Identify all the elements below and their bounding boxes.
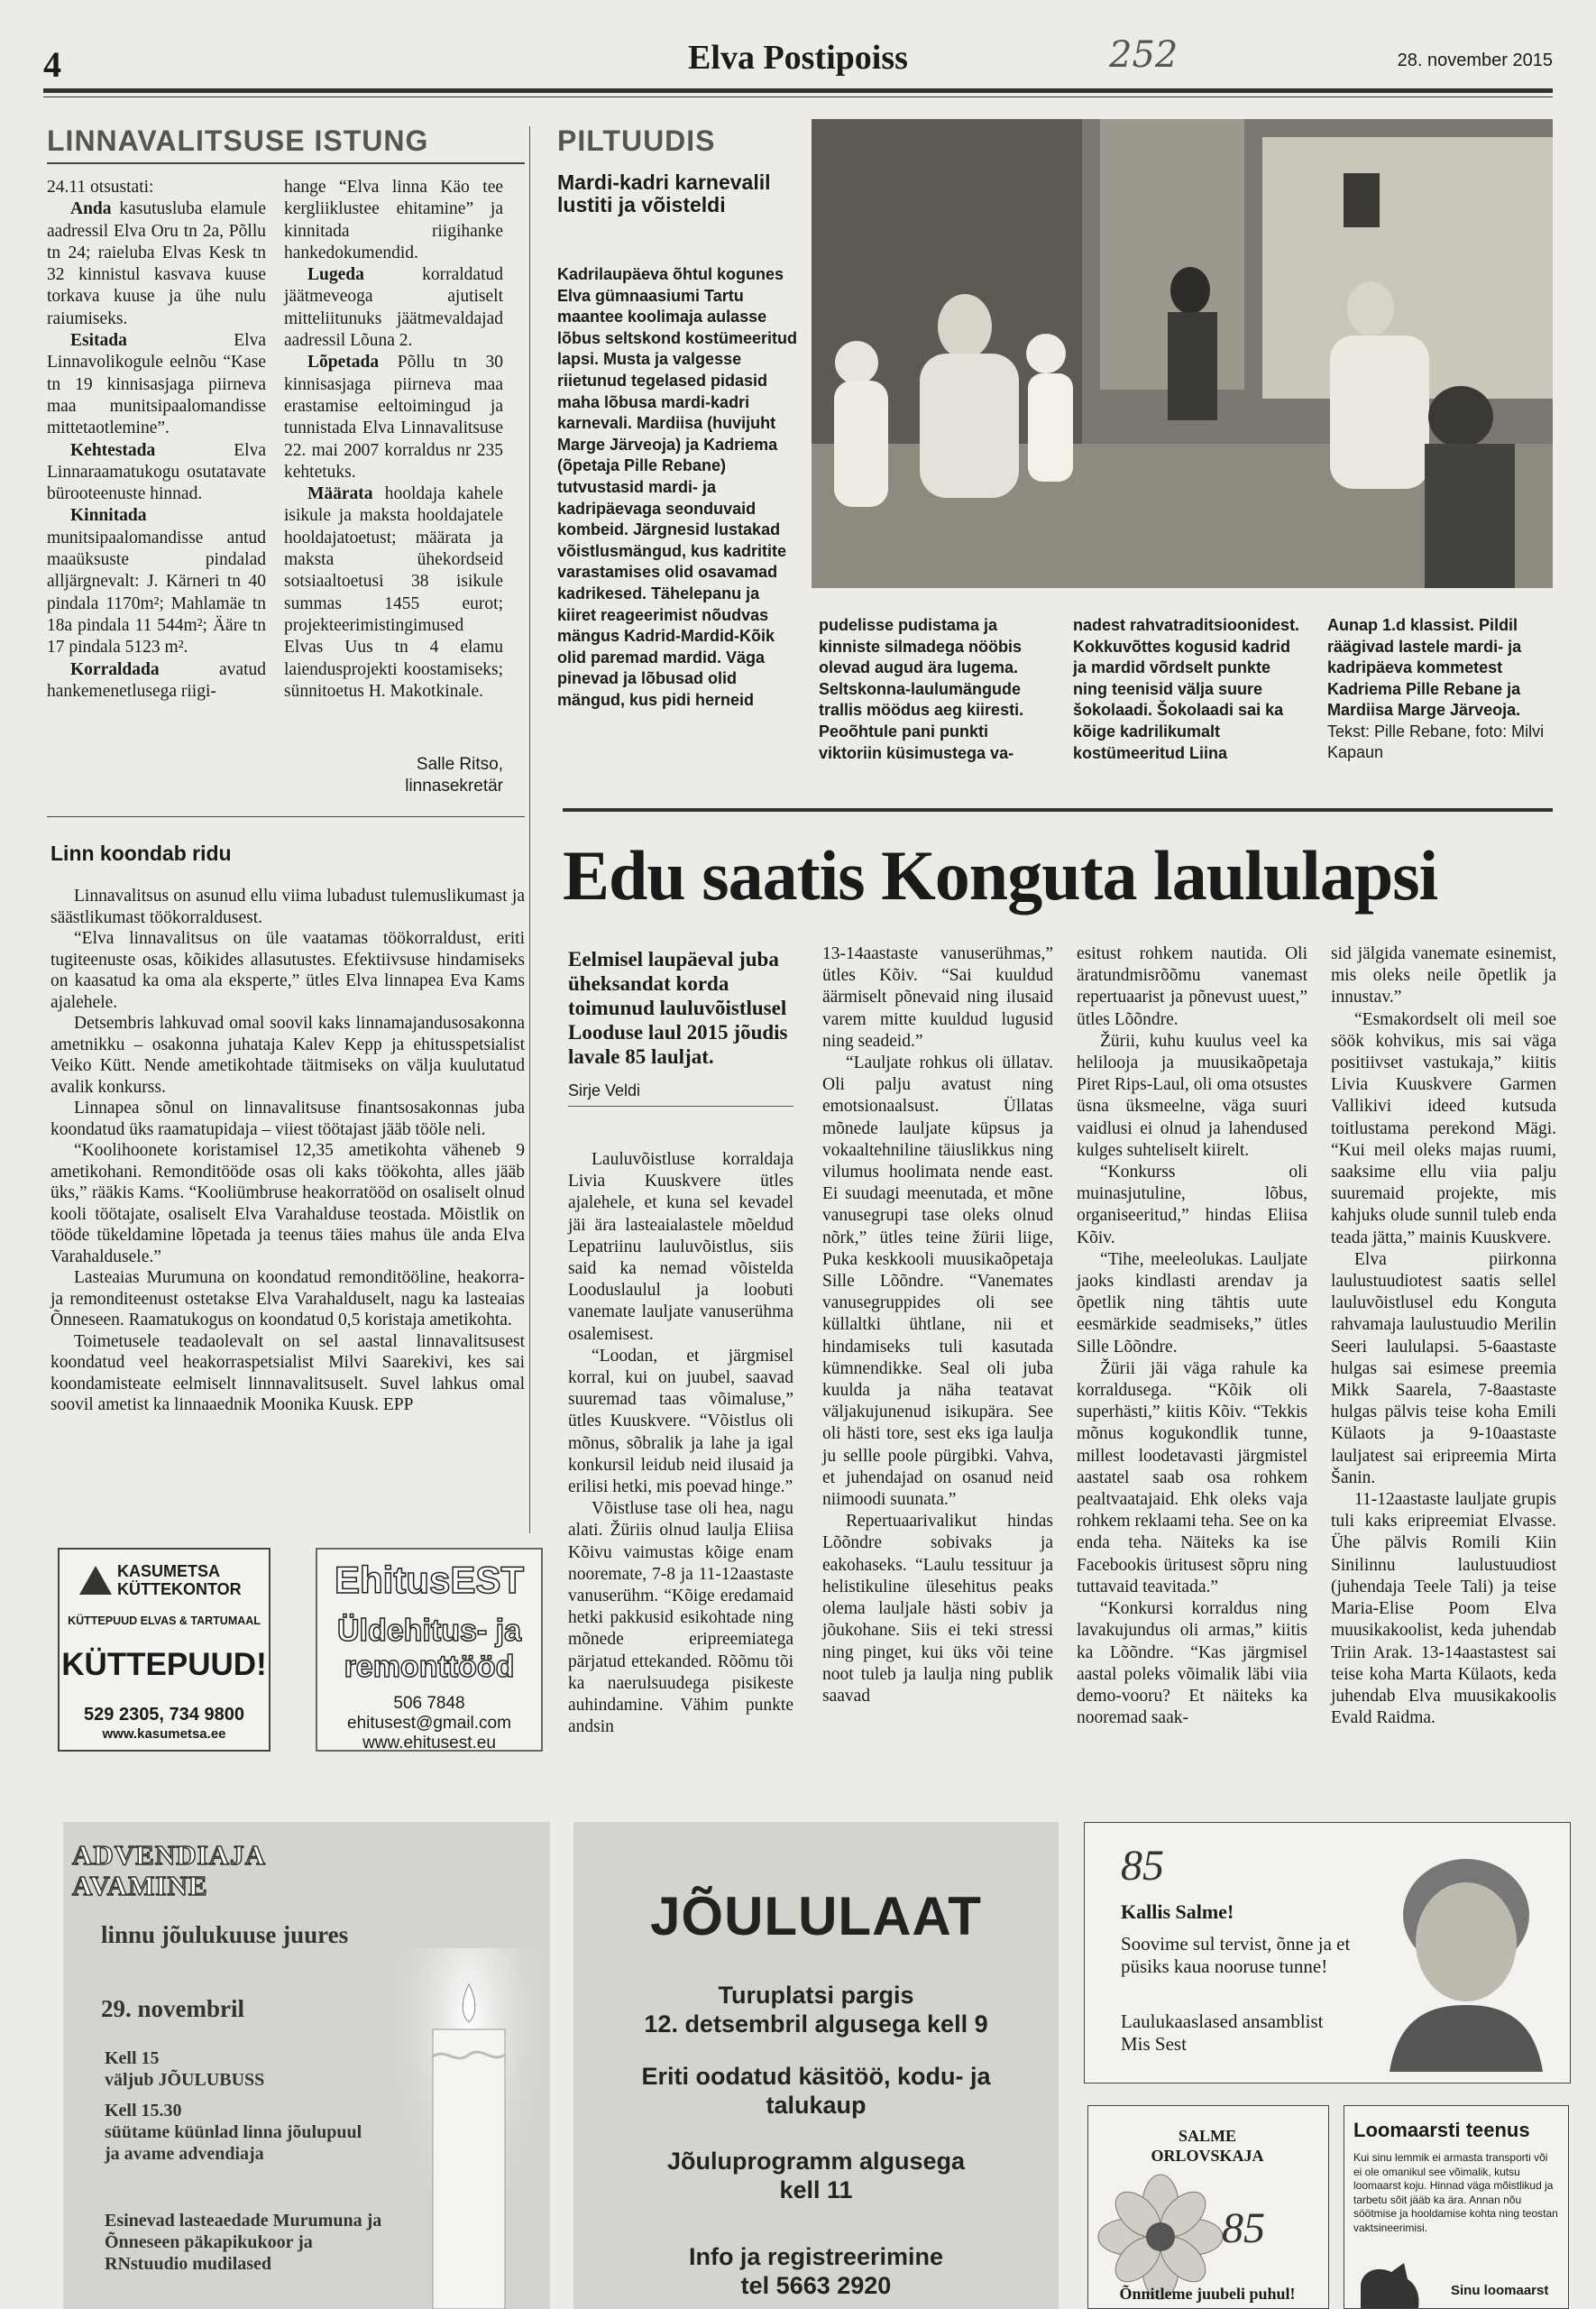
koondab-article [50,886,525,1416]
section-rule [47,816,525,817]
orlovskaja-name-2: ORLOVSKAJA [1151,2147,1264,2165]
paragraph: Linnapea sõnul on linnavalitsuse finantsosakonnas juba koondatud üks raamatupidaja – viiest töötajast jääb tööle neli. [50,1099,525,1139]
column-divider [529,126,530,1533]
advent-subtitle: linnu jõulukuuse juures [101,1921,349,1948]
istung-column-2 [284,177,503,703]
istung-signature [284,754,503,797]
loomaarst-title: Loomaarsti teenus [1353,2119,1530,2141]
ad-loomaarst [1344,2105,1569,2309]
article-column-3 [1077,943,1307,1729]
paragraph-text: Elva Linnavolikogule eelnõu “Kase tn 19 kinnisasjaga piirneva maa munitsipaalomandisse mittetaotlemine”. [47,331,266,438]
istung-column-1 [47,177,266,703]
ad-salme-greeting [1084,1822,1571,2084]
piltuudis-column-3: nadest rahvatraditsioonidest. Kokkuvõttes kogusid kadrid ja mardid võrdselt punkte ning teenisid välja suure šokolaadi. Šokolaadi sai ka kõige kadrilikumalt kostümeeritud Liina [1073,616,1300,762]
paragraph-lead: Lugeda [307,265,364,285]
joululaat-title: JÕULULAAT [650,1886,982,1946]
piltuudis-column-1: Kadrilaupäeva õhtul kogunes Elva gümnaasiumi Tartu maantee koolimaja aulasse lõbus seltskond kostümeeritud lapsi. Musta ja valgesse riietunud tegelased pidasid maha lõbusa mardi-kadri karnevali. Mardiisa (huvijuht Marge Järveoja) ja Kadriema (õpetaja Pille Rebane) tutvustasid mardi- ja kadripäevaga seonduvaid kombeid. Järgnesid lustakad võistlusmängud, kus kadritite varastamises olid osavamad kadrikesed. Tähelepanu ja kiiret reageerimist nõudvas mängus Kadrid-Mardid-Kõik olid paremad mardid. Väga pinevad ja lõbusad olid mängud, kus pidi herneid [557,265,798,709]
paragraph-lead: Esitada [70,331,127,351]
article-column-1 [568,1149,793,1738]
salme-number: 85 [1121,1842,1164,1890]
paragraph-text: hooldaja kahele isikule ja maksta hooldajatele hooldajatoetust; määrata ja maksta ühekordseid sotsiaaltoetusi 38 isikule summas 1455 eurot; projekteerimistingimused Elvas Uus tn 4 elamu laiendusprojekti koostamiseks; sünnitoetus H. Makotkinale. [284,484,503,701]
orlovskaja-number: 85 [1222,2204,1265,2252]
paragraph: Detsembris lahkuvad omal soovil kaks linnamajandusosakonna ametnikku – osakonna juhataja Kalev Kepp ja ehitusspetsialist Veiko Kütt. Nende ametikohtade täitmiseks on välja kuulutatud avalik konkurss. [50,1014,525,1097]
main-headline: Edu saatis Konguta laululapsi [563,836,1438,915]
paragraph [47,198,266,330]
paragraph: sid jälgida vanemate esinemist, mis oleks neile õpetlik ja innustav.” [1331,944,1556,1007]
paragraph: Žürii, kuhu kuulus veel ka helilooja ja muusikaõpetaja Piret Rips-Laul, oli oma otsustes üsna üksmeelne, väga suuri vaidlusi ei olnud ja lahendused kulges suhteliselt kiirelt. [1077,1031,1307,1160]
paragraph [284,177,503,264]
ehitusest-service-2: remonttööd [344,1650,515,1684]
salme-portrait [1371,1834,1561,2072]
byline-rule [568,1106,793,1107]
candle-icon [397,1948,541,2309]
dog-icon [1352,2259,1451,2308]
kasumetsa-headline: KÜTTEPUUD! [61,1647,267,1682]
ad-ehitusest [316,1548,543,1752]
paragraph: Lasteaias Murumuna on koondatud remonditööline, heakorra- ja remonditeenust ostetakse Elva Varahalduselt, nagu ka lasteaias Õnneseen. Raamatukogus on koondatud 0,5 koristaja ametikohta. [50,1268,525,1329]
signature-name: Salle Ritso, [416,755,503,774]
signature-role: linnasekretär [405,777,503,796]
advent-title-1: ADVENDIAJA [72,1839,266,1871]
advent-title-2: AVAMINE [72,1870,208,1901]
paragraph: Linnavalitsus on asunud ellu viima lubadust tulemuslikumast ja säästlikumast töökorraldusest. [50,887,525,927]
kasumetsa-brand-2: KÜTTEKONTOR [117,1580,242,1598]
paragraph-text: 24.11 otsustati: [47,178,154,197]
kasumetsa-brand-1: KASUMETSA [117,1562,221,1580]
kasumetsa-phones: 529 2305, 734 9800 [84,1705,244,1725]
article-rule [563,808,1553,812]
joululaat-goods: Eriti oodatud käsitöö, kodu- ja talukaup [641,2063,991,2119]
paragraph-text: Elva Linnaraamatukogu osutatavate bürooteenuste hinnad. [47,440,266,504]
piltuudis-column-2: pudelisse pudistama ja kinniste silmadega nööbis olevad augud ära lugema. Seltskonna-laulumängude trallis möödus aeg kiiresti. Peoõhtule pani punkti viktoriin küsimustega va- [819,616,1024,762]
paragraph [47,659,266,704]
koondab-title: Linn koondab ridu [50,842,232,865]
ehitusest-service-1: Üldehitus- ja [336,1614,522,1648]
paragraph-text: munitsipaalomandisse antud maaüksuste pindalad alljärgnevalt: J. Kärneri tn 40 pindala 1170m²; Mahlamäe tn 18a pindala 11 544m²; Ääre tn 17 pindala 5123 m². [47,528,266,658]
ad-salme-orlovskaja [1087,2105,1329,2309]
joululaat-info: Info ja registreerimine [688,2243,944,2270]
salme-greeting: Kallis Salme! [1121,1900,1234,1923]
paragraph: Žürii jäi väga rahule ka korraldusega. “Kõik oli superhästi,” kiitis Kõiv. “Tekkis mõnus kogukondlik tunne, millest loodetavasti järgmistel aastatel saab osa rohkem pealtvaatajaid. Ehk oleks vaja rohkem reklaami teha. See on ka enda teha. Näiteks ka ise Facebookis üritusest sõpru ning tuttavaid teavitada.” [1077,1358,1307,1596]
loomaarst-footer: Sinu loomaarst [1451,2283,1549,2298]
paragraph: 11-12aastaste lauljate grupis tuli kaks eripreemiat Elvasse. Ühe pälvis Romili Kiin Sinilinnu laulustuudiost (juhendaja Teele Tali) ja teise Maria-Elise Poom Elva muusikakoolist, keda juhendab Triin Arak. 13-14aastastest sai teise koha Marta Külaots, keda juhendab Elva muusikakoolis Evald Raidma. [1331,1490,1556,1728]
paragraph: “Loodan, et järgmisel korral, kui on juubel, saavad suuremad taas võimaluse,” ütles Kuuskvere. “Võistlus oli mõnus, sõbralik ja lahe ja igal konkursil leidub neid ilusaid ja erilisi hetki, mis poevad hinge.” [568,1346,793,1497]
advent-time-1: Kell 15 [105,2048,160,2068]
advent-performers: Esinevad lasteaedade Murumuna ja Õnneseen päkapikukoor ja RNstuudio mudilased [105,2211,382,2274]
main-byline: Sirje Veldi [568,1081,641,1099]
paragraph: Lauluvõistluse korraldaja Livia Kuuskvere ütles ajalehele, et kuna sel kevadel jäi ära lasteaialastele mõeldud Lepatriinu lauluvõistlus, siis said ka nemad võistelda Looduslaulul ja loobuti vanemate lauljate vanuserühma osalemisest. [568,1150,793,1344]
paragraph-text: avatud hankemenetlusega riigi- [47,659,266,701]
paragraph: “Konkurss oli muinasjutuline, lõbus, organiseeritud,” hindas Eliisa Kõiv. [1077,1163,1307,1247]
advent-date: 29. novembril [101,1995,244,2022]
joululaat-place: Turuplatsi pargis [718,1982,914,2009]
advent-event-2: süütame küünlad linna jõulupuul ja avame advendiaja [105,2122,362,2164]
joululaat-phone: tel 5663 2920 [740,2272,892,2299]
paragraph: “Lauljate rohkus oli üllatav. Oli palju avatust ning emotsionaalsust. Üllatas mõnede lauljate küpsus ja vokaaltehniline täiuslikkus ning vilumus hoolimata nende east. Ei suudagi meenutada, et mõne vanusegrupi tase oleks olnud nõrk,” ütles teine žürii liige, Puka keskkooli muusikaõpetaja Sille Lõõndre. “Vanemates vanusegruppides oli see küllaltki ühtlane, nii et hindamiseks tuli kasutada kümnendikke. Seal oli juba kuulda ja näha teatavat väljakujunenud isikupära. See oli hästi tore, sest eks iga laulja ju sellle poole pürgibki. Vahva, et juhendajad on osanud neid niimoodi suunata.” [822,1053,1053,1510]
photo-illustration [812,119,1553,588]
article-column-4 [1331,943,1556,1729]
joululaat-date: 12. detsembril algusega kell 9 [644,2010,988,2038]
paragraph: esitust rohkem nautida. Oli äratundmisrõõmu vanemast repertuaarist ja põnevust uuest,” ütles Lõõndre. [1077,944,1307,1029]
masthead-rule [43,88,1553,93]
salme-from: Laulukaaslased ansamblist Mis Sest [1121,2010,1324,2055]
kasumetsa-tagline: KÜTTEPUUD ELVAS & TARTUMAAL [68,1614,261,1627]
piltuudis-credit: Tekst: Pille Rebane, foto: Milvi Kapaun [1327,722,1545,761]
paragraph-lead: Korraldada [70,659,160,679]
ad-kasumetsa [58,1548,271,1752]
paragraph-lead: Määrata [307,484,373,504]
tree-icon [79,1566,112,1595]
advent-time-2: Kell 15.30 [105,2101,182,2120]
section-title-istung: LINNAVALITSUSE ISTUNG [47,124,429,157]
karneval-photo [812,119,1553,588]
orlovskaja-footer: Õnnitleme juubeli puhul! [1119,2285,1296,2303]
paragraph: Elva piirkonna laulustuudiotest saatis sellel lauluvõistlusel edu Konguta rahvamaja laulustuudio Merilin Seeri laululapsi. 5-6aastaste hulgas sai esimese preemia Mikk Saarela, 7-8aastaste hulgas pälvis teise koha Emili Külaots ja 9-10aastaste lauljatest sai eripreemia Mirta Šanin. [1331,1249,1556,1487]
paragraph [47,505,266,658]
ad-joululaat [573,1822,1059,2309]
paragraph: Võistluse tase oli hea, nagu alati. Žüriis olnud laulja Eliisa Kõivu vaimustas kõige enam nooremate, 7-8 ja 11-12aastaste vanuserühm. “Kõige eredamaid hetki pakkusid esikohtade ning mõnede eripreemiatega pärjatud ettekanded. Rõõmu tõi ka naerulsuudega pisikeste auhindamine. Vähim punkte andsin [568,1499,793,1737]
paragraph: Repertuaarivalikut hindas Lõõndre sobivaks ja eakohaseks. “Laulu tessituur ja helistikuline ülesehitus peaks olema lauljale hästi sobiv ja jõukohane. Siis ei teki stressi ning pinget, kui üks või teine noot tuleb ja laulja ning publik saavad [822,1512,1053,1706]
ehitusest-phone: 506 7848 [393,1694,465,1713]
salme-wish: Soovime sul tervist, õnne ja et püsiks kaua nooruse tunne! [1121,1933,1351,1977]
handwritten-note: 252 [1109,34,1179,76]
ad-advent [63,1822,550,2309]
paragraph [47,177,266,198]
section-title-piltuudis: PILTUUDIS [557,124,716,157]
paragraph-lead: Lõpetada [307,353,380,373]
paragraph-text: hange “Elva linna Käo tee kergliiklustee ehitamine” ja kinnitada riigihanke hankedokumendid. [284,178,503,262]
paragraph [47,330,266,439]
article-lede-block [568,947,793,1107]
piltuudis-caption: Aunap 1.d klassist. Pildil räägivad lastele mardi- ja kadripäeva kommetest Kadriema Pille Rebane ja Mardiisa Marge Järveoja. [1327,616,1522,720]
article-column-2 [822,943,1053,1707]
ehitusest-email: ehitusest@gmail.com [347,1714,511,1733]
paragraph: 13-14aastaste vanuserühmas,” ütles Kõiv. “Sai kuuldud äärmiselt põnevaid ning ilusaid varem mitte kuuldud lugusid ning seadeid.” [822,944,1053,1051]
paragraph: Toimetusele teadaolevalt on sel aastal linnavalitsusest koondatud veel heakorraspetsialist Milvi Saarekivi, kes sai koondamisteate eelmiselt linnnavalitsuselt. Suvel lahkus omal soovil ametist ka linnaaednik Moonika Kuusk. EPP [50,1331,525,1414]
advent-event-1: väljub JÕULUBUSS [105,2070,265,2090]
loomaarst-text: Kui sinu lemmik ei armasta transporti või ei ole omanikul see võimalik, kutsu loomaarst koju. Hinnad väga mõistlikud ja tarbetu sõit jääb ka ära. Annan nõu söötmise ja hooldamise kohta ning teostan vaktsineerimisi. [1353,2151,1558,2234]
paragraph: “Esmakordselt oli meil soe söök kohvikus, mis sai väga positiivset vastukaja,” kiitis Livia Kuuskvere Garmen Vallikivi ideed kutsuda toitlustama perekond Mägi. “Kui meil oleks majas ruumi, saaksime ellu viia palju suuremaid projekte, mis kahjuks olude sunnil tuleb enda teada jätta,” mainis Kuuskvere. [1331,1009,1556,1247]
issue-date: 28. november 2015 [1397,51,1553,70]
main-lede: Eelmisel laupäeval juba üheksandat korda toimunud lauluvõistlusel Looduse laul 2015 jõudis lavale 85 lauljat. [568,948,788,1068]
paragraph-text: kasutusluba elamule aadressil Elva Oru tn 2a, Põllu tn 24; raieluba Elvas Kesk tn 32 kinnistul kasvava kuuse torkava kuuse ja ühe nulu raiumiseks. [47,199,266,328]
newspaper-title: Elva Postipoiss [688,39,908,77]
paragraph-lead: Kinnitada [70,506,147,526]
joululaat-program: Jõuluprogramm algusega kell 11 [666,2148,966,2203]
paragraph [47,440,266,506]
paragraph-lead: Anda [70,199,112,219]
kasumetsa-web: www.kasumetsa.ee [102,1726,226,1742]
paragraph: “Konkursi korraldus ning lavakujundus oli armas,” kiitis ka Lõõndre. “Kas järgmisel aastal poleks võimalik läbi viia demo-vooru? Et näiteks ka nooremad saak- [1077,1599,1307,1728]
paragraph-text: Põllu tn 30 kinnisasjaga piirneva maa erastamise eeltoimingud ja tunnistada Elva Linnavalitsuse 22. mai 2007 korraldus nr 235 kehtetuks. [284,353,503,482]
ehitusest-web: www.ehitusest.eu [362,1734,496,1752]
paragraph [284,352,503,483]
paragraph-lead: Kehtestada [70,440,156,460]
paragraph-text: korraldatud jäätmeveoga ajutiselt mitteliitunuks jäätmevaldajad aadressil Lõuna 2. [284,265,503,351]
paragraph: “Koolihoonete koristamisel 12,35 ametikohta väheneb 9 ametikohani. Remonditööde osas oli kaks töökohta, alles jääb üks,” rääkis Kams. “Kooliümbruse heakorratööd on osaliselt olnud kooli töötajate, osaliselt Elva Varahalduse teostada. Mõistlik on tööde tükeldamine lõpetada ja teenus täies mahus üle anda Elva Varahaldusele.” [50,1141,525,1266]
paragraph [284,483,503,703]
piltuudis-column-4 [1327,615,1553,763]
ehitusest-brand: EhitusEST [334,1559,525,1601]
piltuudis-headline: Mardi-kadri karnevalil lustiti ja võisteldi [557,170,771,216]
orlovskaja-name-1: SALME [1178,2127,1236,2145]
paragraph: “Elva linnavalitsus on üle vaatamas töökorraldust, eriti tugiteenuste osas, kõikides allasutustes. Efektiivsuse hindamiseks on kaasatud ka oma ala eksperte,” ütles Elva linnapea Eva Kams ajalehele. [50,929,525,1012]
paragraph: “Tihe, meeleolukas. Lauljate jaoks kindlasti arendav ja õpetlik ning tähtis uute eesmärkide seadmiseks,” ütles Sille Lõõndre. [1077,1249,1307,1357]
paragraph [284,264,503,352]
page-number: 4 [43,44,61,85]
section-rule [47,162,525,164]
